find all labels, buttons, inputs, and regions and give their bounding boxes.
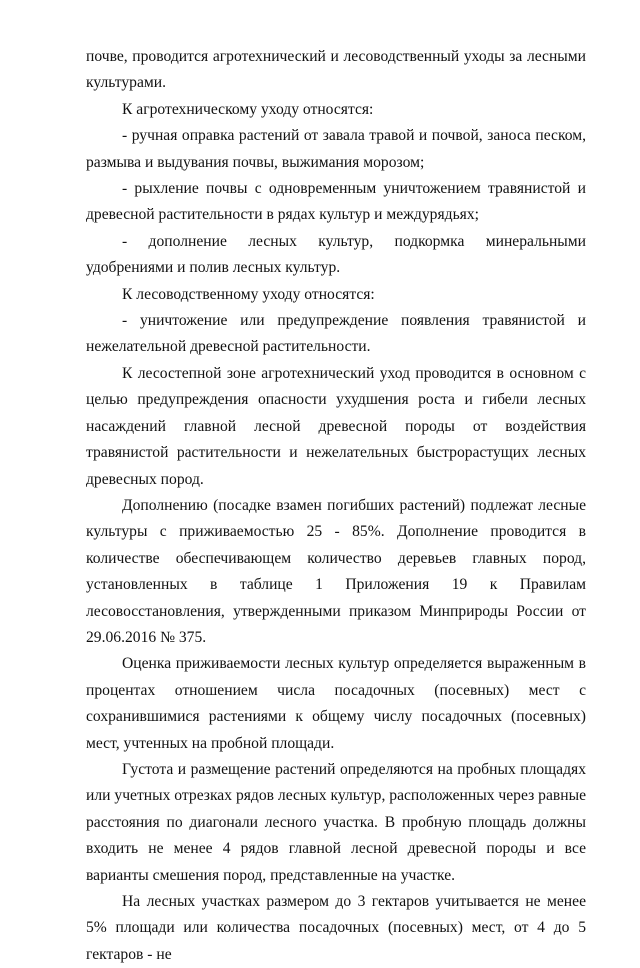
paragraph-survival-assessment: Оценка приживаемости лесных культур определяется выраженным в процентах отношением числа посадочных (посевных) мест с сохранившимися растениями к общему числу посадочных (посевных) мест, учтенных на пробной площади. (86, 655, 586, 752)
list-item-replenishment: - дополнение лесных культур, подкормка минеральными удобрениями и полив лесных культур. (86, 232, 586, 277)
list-item-vegetation-removal: - уничтожение или предупреждение появления травянистой и нежелательной древесной растительности. (86, 312, 586, 356)
paragraph-density-placement: Густота и размещение растений определяются на пробных площадях или учетных отрезках рядов лесных культур, расположенных через равные расстояния по диагонали лесного участка. В пробную площадь должны входить не менее 4 рядов главной лесной древесной породы и все варианты смешения пород, представленные на участке. (86, 760, 586, 884)
paragraph-silvicultural-heading: К лесоводственному уходу относятся: (122, 285, 375, 303)
paragraph-forest-steppe: К лесостепной зоне агротехнический уход проводится в основном с целью предупреждения опасности ухудшения роста и гибели лесных насаждений главной лесной древесной породы от воздействия травянистой растительности и нежелательных быстрорастущих лесных древесных пород. (86, 364, 586, 488)
paragraph-plot-size: На лесных участках размером до 3 гектаров учитывается не менее 5% площади или количества посадочных (посевных) мест, от 4 до 5 гектаров - не (86, 893, 586, 963)
document-page (86, 44, 586, 968)
paragraph-continuation: почве, проводится агротехнический и лесоводственный уходы за лесными культурами. (86, 48, 586, 92)
list-item-soil-loosening: - рыхление почвы с одновременным уничтожением травянистой и древесной растительности в рядах культур и междурядьях; (86, 180, 586, 224)
paragraph-replanting: Дополнению (посадке взамен погибших растений) подлежат лесные культуры с приживаемостью 25 - 85%. Дополнение проводится в количестве обеспечивающем количество деревьев главных пород, установленных в таблице 1 Приложения 19 к Правилам лесовосстановления, утвержденными приказом Минприроды России от 29.06.2016 № 375. (86, 496, 586, 646)
list-item-manual-straightening: - ручная оправка растений от завала травой и почвой, заноса песком, размыва и выдувания почвы, выжимания морозом; (86, 127, 586, 171)
paragraph-agrotech-heading: К агротехническому уходу относятся: (122, 100, 374, 118)
